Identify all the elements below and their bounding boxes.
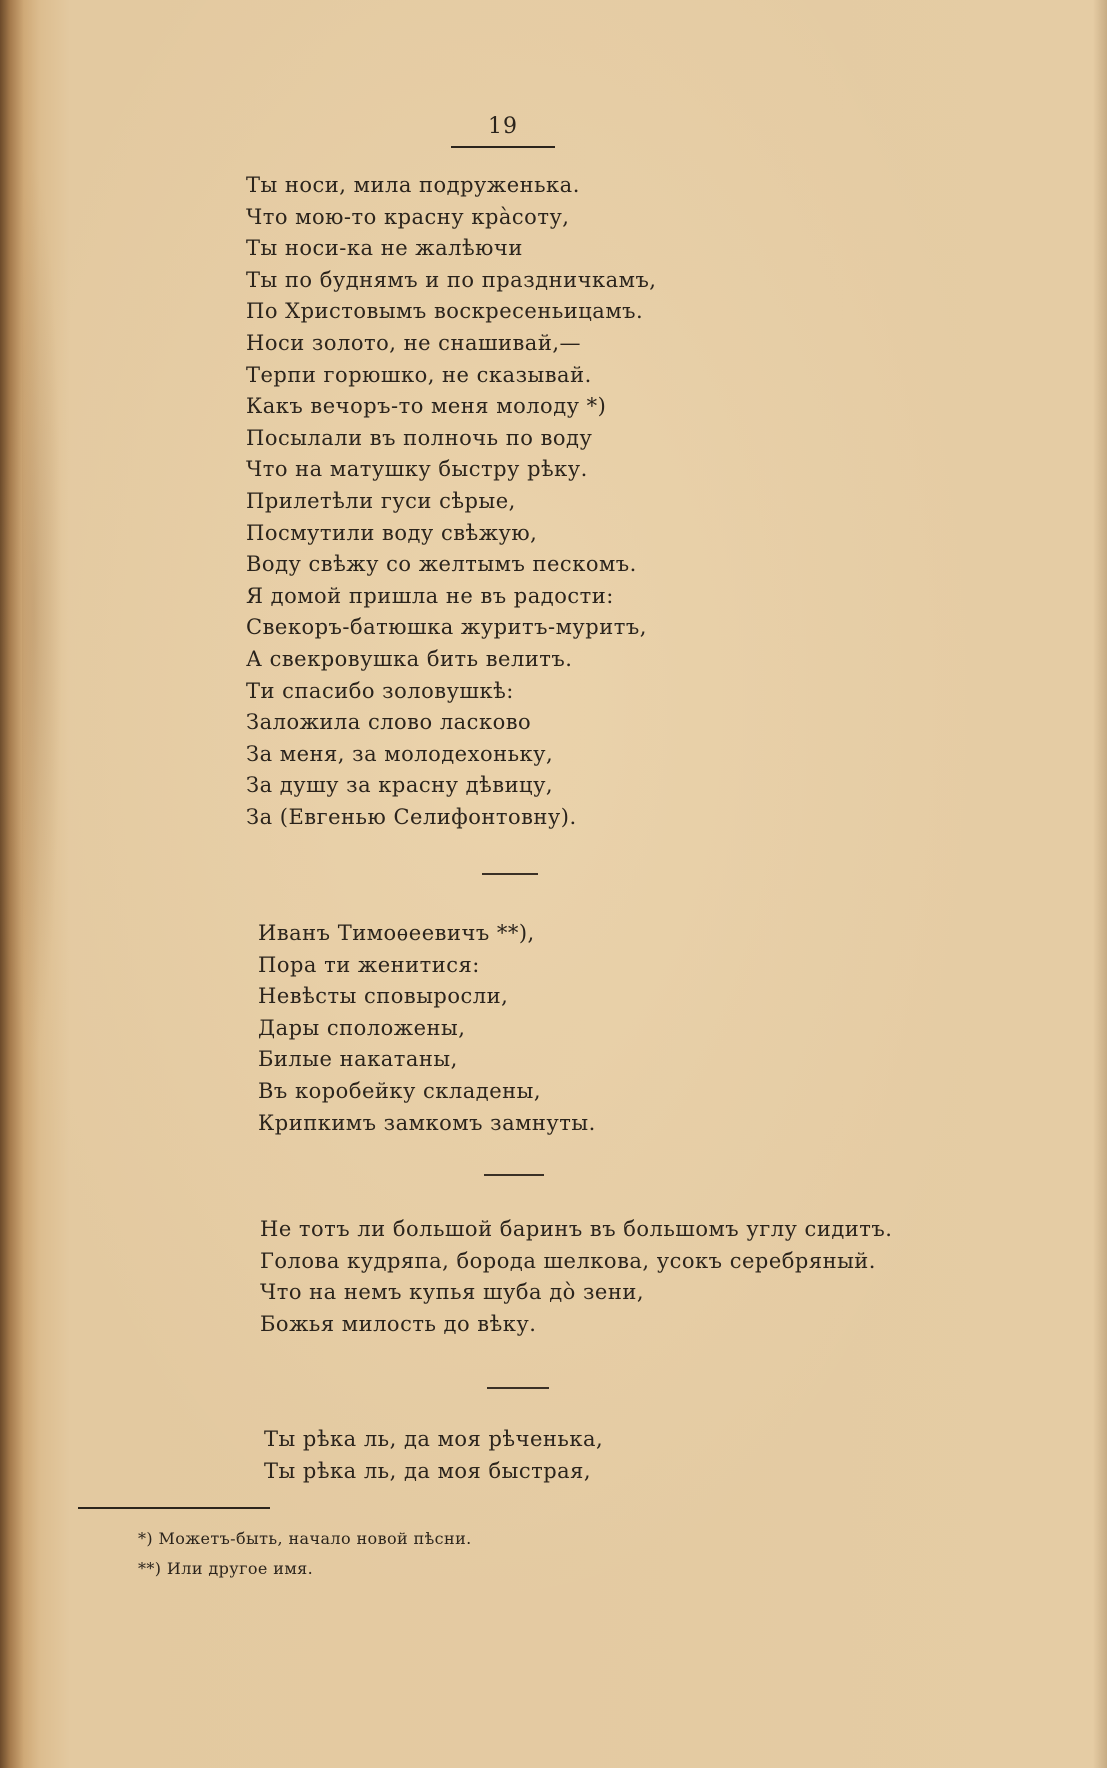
verse-line: Посмутили воду свѣжую, [246, 520, 538, 545]
verse-line: Что на матушку быстру рѣку. [246, 457, 588, 482]
page-edge-shadow [1093, 0, 1107, 1768]
verse-line: Божья милость до вѣку. [260, 1311, 537, 1336]
stanza-separator [484, 1174, 544, 1176]
verse-line: За душу за красну дѣвицу, [246, 773, 554, 798]
verse-line: Иванъ Тимоѳеевичъ **), [258, 921, 535, 945]
stanza-separator [482, 873, 538, 875]
stanza-2 [258, 918, 596, 1139]
verse-line: Пора ти женитися: [258, 952, 480, 977]
verse-line: Свекоръ-батюшка журитъ-муритъ, [246, 615, 647, 640]
verse-line: Билые накатаны, [258, 1047, 458, 1072]
stanza-3 [260, 1214, 892, 1340]
verse-line: Ты рѣка ль, да моя рѣченька, [264, 1427, 604, 1451]
footnote: *) Можетъ-быть, начало новой пѣсни. [138, 1529, 472, 1548]
verse-line: А свекровушка бить велитъ. [246, 646, 573, 671]
verse-line: За (Евгенью Селифонтовну). [246, 804, 577, 829]
verse-line: Ты рѣка ль, да моя быстрая, [264, 1458, 592, 1483]
verse-line: Носи золото, не снашивай,— [246, 330, 581, 355]
verse-line: Прилетѣли гуси сѣрые, [246, 488, 516, 513]
footnote: **) Или другое имя. [138, 1559, 314, 1578]
verse-line: Я домой пришла не въ радости: [246, 583, 614, 608]
verse-line: Ты носи-ка не жалѣючи [246, 236, 523, 261]
verse-line: Какъ вечоръ-то меня молоду *) [246, 394, 607, 419]
stanza-4 [264, 1424, 603, 1487]
verse-line: Не тотъ ли большой баринъ въ большомъ углу сидитъ. [260, 1217, 893, 1241]
verse-line: Что на немъ купья шуба до̀ зени, [260, 1280, 645, 1305]
verse-line: Невѣсты сповыросли, [258, 984, 509, 1009]
header-rule [451, 146, 555, 148]
verse-line: Заложила слово ласково [246, 710, 532, 735]
footnotes [138, 1524, 472, 1584]
verse-line: По Христовымъ воскресеньицамъ. [246, 299, 644, 324]
stanza-separator [487, 1387, 549, 1389]
verse-line: Ты носи, мила подруженька. [246, 173, 580, 197]
verse-line: Посылали въ полночь по воду [246, 425, 593, 450]
spine-stain [22, 160, 62, 1060]
verse-line: Ты по буднямъ и по праздничкамъ, [246, 267, 657, 292]
verse-line: Воду свѣжу со желтымъ пескомъ. [246, 552, 637, 577]
verse-line: Что мою-то красну кра̀соту, [246, 204, 570, 229]
verse-line: Ти спасибо золовушкѣ: [246, 678, 514, 703]
verse-line: Дары сположены, [258, 1015, 466, 1040]
verse-line: Терпи горюшко, не сказывай. [246, 362, 592, 387]
verse-line: Голова кудряпа, борода шелкова, усокъ серебряный. [260, 1248, 876, 1273]
verse-line: За меня, за молодехоньку, [246, 741, 554, 766]
verse-line: Крипкимъ замкомъ замнуты. [258, 1110, 596, 1135]
footnote-rule [78, 1507, 270, 1509]
stanza-1 [246, 170, 656, 833]
verse-line: Въ коробейку складены, [258, 1078, 542, 1103]
page-number: 19 [488, 114, 518, 139]
